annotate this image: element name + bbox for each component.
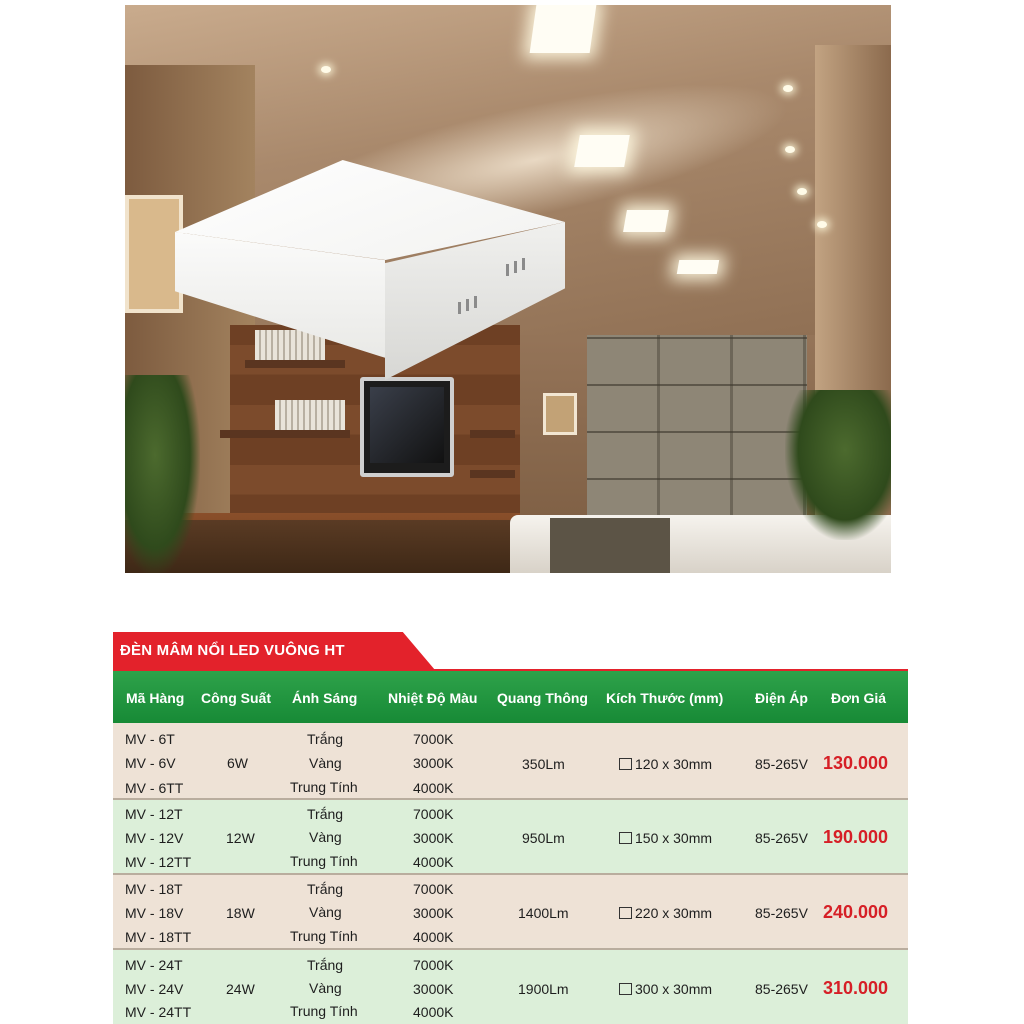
product-code: MV - 24T [125, 957, 183, 973]
product-code: MV - 18T [125, 881, 183, 897]
light-color: Trung Tính [290, 1003, 358, 1019]
color-temp: 7000K [413, 881, 454, 897]
power-value: 24W [226, 981, 255, 997]
light-color: Trắng [307, 881, 344, 897]
square-outline-icon [619, 832, 632, 844]
plant-left [125, 375, 200, 573]
header-flux: Quang Thông [497, 690, 588, 706]
light-color: Trắng [307, 731, 344, 747]
room-photo [125, 5, 891, 573]
vent-slot [474, 296, 477, 308]
square-led-panel-product [175, 160, 565, 380]
vent-slot [466, 299, 469, 311]
luminous-flux: 350Lm [522, 756, 565, 772]
product-code: MV - 18V [125, 905, 184, 921]
color-temp: 7000K [413, 806, 454, 822]
vent-slot [506, 264, 509, 276]
color-temp: 4000K [413, 854, 454, 870]
light-color: Trắng [307, 806, 344, 822]
size-cell [619, 830, 712, 846]
power-value: 6W [227, 755, 248, 771]
product-code: MV - 6T [125, 731, 175, 747]
light-color: Trung Tính [290, 779, 358, 795]
size-cell [619, 905, 712, 921]
color-temp: 3000K [413, 830, 454, 846]
size-cell [619, 756, 712, 772]
price-value: 130.000 [823, 753, 889, 773]
plant-right [785, 390, 891, 540]
color-temp: 4000K [413, 929, 454, 945]
luminous-flux: 950Lm [522, 830, 565, 846]
voltage-value: 85-265V [755, 830, 808, 846]
ceiling-panel-light [574, 135, 630, 167]
closet-doors [587, 335, 807, 525]
price-value: 310.000 [823, 978, 889, 998]
color-temp: 3000K [413, 905, 454, 921]
light-color: Trung Tính [290, 853, 358, 869]
light-color: Trắng [307, 957, 344, 973]
light-color: Trung Tính [290, 928, 358, 944]
size-value: 300 x 30mm [635, 981, 713, 997]
luminous-flux: 1900Lm [518, 981, 569, 997]
square-outline-icon [619, 758, 632, 770]
power-value: 18W [226, 905, 255, 921]
downlight [817, 221, 827, 228]
vent-slot [458, 302, 461, 314]
television [360, 377, 454, 477]
product-code: MV - 6V [125, 755, 176, 771]
light-color: Vàng [309, 829, 342, 845]
vent-slot [522, 258, 525, 270]
vent-slot [514, 261, 517, 273]
downlight [797, 188, 807, 195]
size-value: 150 x 30mm [635, 830, 713, 846]
ceiling-panel-light [623, 210, 669, 232]
downlight [321, 66, 331, 73]
ceiling-panel-light [677, 260, 719, 274]
product-code: MV - 12T [125, 806, 183, 822]
wall-picture-center [543, 393, 577, 435]
light-color: Vàng [309, 904, 342, 920]
size-cell [619, 981, 712, 997]
wall-shelf [220, 430, 350, 438]
size-value: 220 x 30mm [635, 905, 713, 921]
light-color: Vàng [309, 980, 342, 996]
voltage-value: 85-265V [755, 756, 808, 772]
wall-shelf [470, 430, 515, 438]
voltage-value: 85-265V [755, 905, 808, 921]
wall-shelf [470, 470, 515, 478]
ceiling-panel-light [530, 5, 597, 53]
books [275, 400, 345, 430]
downlight [783, 85, 793, 92]
header-power: Công Suất [201, 690, 271, 706]
light-color: Vàng [309, 755, 342, 771]
voltage-value: 85-265V [755, 981, 808, 997]
price-value: 240.000 [823, 902, 889, 922]
product-code: MV - 12V [125, 830, 184, 846]
color-temp: 7000K [413, 957, 454, 973]
product-code: MV - 6TT [125, 780, 184, 796]
header-code: Mã Hàng [126, 690, 185, 706]
power-value: 12W [226, 830, 255, 846]
price-value: 190.000 [823, 827, 889, 847]
color-temp: 7000K [413, 731, 454, 747]
size-value: 120 x 30mm [635, 756, 713, 772]
product-code: MV - 12TT [125, 854, 192, 870]
bed-runner [550, 518, 670, 573]
header-color-temp: Nhiệt Độ Màu [388, 690, 478, 706]
header-size: Kích Thước (mm) [606, 690, 724, 706]
product-code: MV - 18TT [125, 929, 192, 945]
color-temp: 4000K [413, 1004, 454, 1020]
table-title: ĐÈN MÂM NỔI LED VUÔNG HT [120, 642, 345, 659]
product-code: MV - 24TT [125, 1004, 192, 1020]
color-temp: 3000K [413, 981, 454, 997]
product-code: MV - 24V [125, 981, 184, 997]
luminous-flux: 1400Lm [518, 905, 569, 921]
color-temp: 4000K [413, 780, 454, 796]
header-price: Đơn Giá [831, 690, 887, 706]
color-temp: 3000K [413, 755, 454, 771]
header-voltage: Điện Áp [755, 690, 808, 706]
header-light: Ánh Sáng [292, 690, 358, 706]
square-outline-icon [619, 983, 632, 995]
square-outline-icon [619, 907, 632, 919]
downlight [785, 146, 795, 153]
